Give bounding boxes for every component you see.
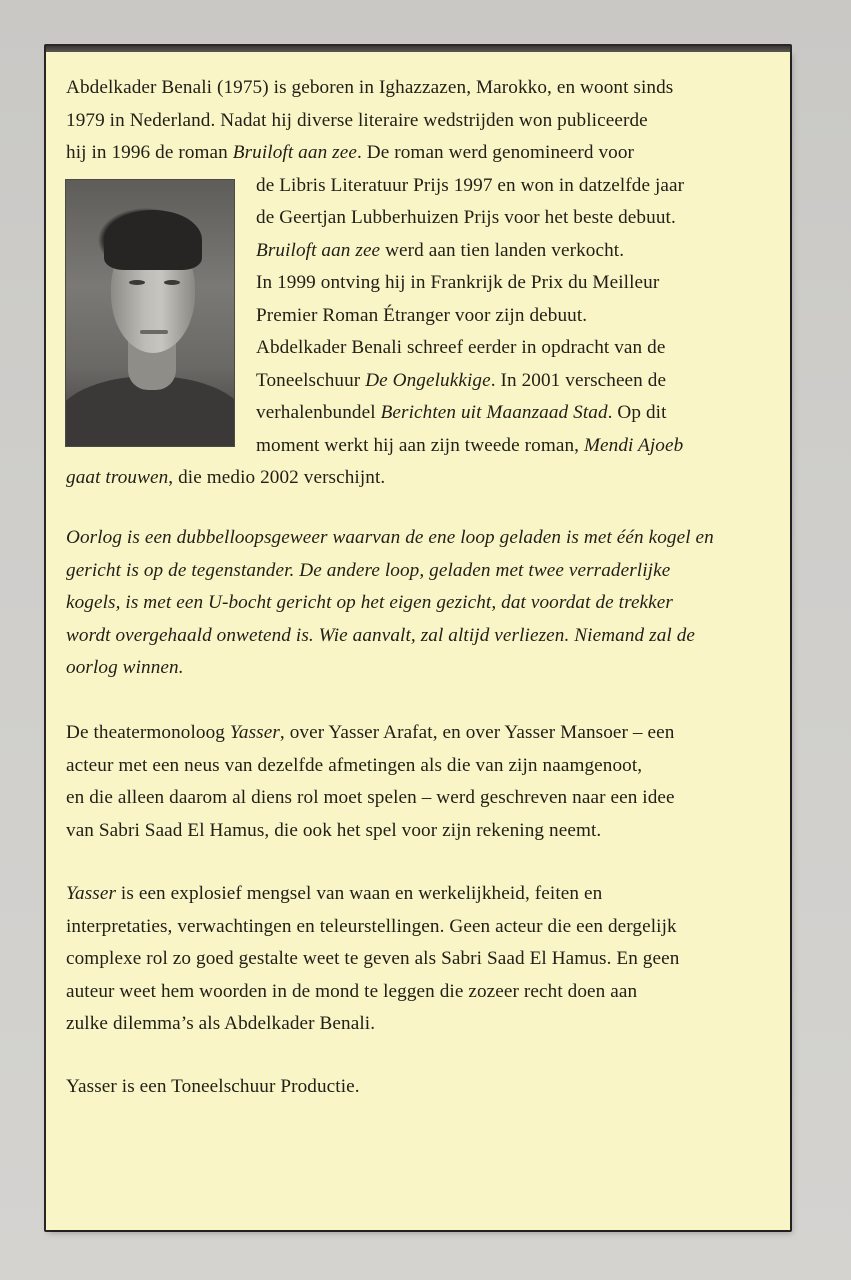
bio-line-7: In 1999 ontving hij in Frankrijk de Prix du Meilleur [256, 272, 660, 293]
bio-text: . De roman werd genomineerd voor [356, 142, 635, 163]
book-title-mendi-cont: gaat trouwen [66, 467, 169, 488]
bio-line-2: 1979 in Nederland. Nadat hij diverse literaire wedstrijden won publiceerde [66, 109, 648, 131]
bio-line-4: de Libris Literatuur Prijs 1997 en won in datzelfde jaar [256, 174, 685, 196]
bio-line-12 [66, 430, 766, 463]
quote-line-2: gericht is op de tegenstander. De andere loop, geladen met twee verraderlijke [66, 559, 671, 581]
bio-line-9: Abdelkader Benali schreef eerder in opdracht van de [256, 337, 666, 358]
bio-text: . In 2001 verscheen de [490, 369, 667, 391]
bio-line-6 [66, 235, 766, 268]
quote-line-1: Oorlog is een dubbelloopsgeweer waarvan de ene loop geladen is met één kogel en [66, 527, 714, 548]
bio-line-8: Premier Roman Étranger voor zijn debuut. [256, 304, 588, 326]
play-title-ongelukkige: De Ongelukkige [365, 369, 491, 391]
monologue-line-1 [66, 717, 766, 750]
bio-text: , die medio 2002 verschijnt. [168, 467, 386, 488]
book-title-bruiloft: Bruiloft aan zee [232, 142, 357, 163]
praise-line-2: interpretaties, verwachtingen en teleurstellingen. Geen acteur die een dergelijk [66, 915, 677, 937]
praise-text: is een explosief mengsel van waan en werkelijkheid, feiten en [116, 883, 603, 904]
bio-text: hij in 1996 de roman [66, 142, 233, 163]
production-credit [66, 1071, 766, 1104]
bio-line-13 [66, 462, 766, 495]
quote-line-4: wordt overgehaald onwetend is. Wie aanvalt, zal altijd verliezen. Niemand zal de [66, 624, 696, 646]
praise-line-5: zulke dilemma’s als Abdelkader Benali. [66, 1013, 376, 1034]
bio-line-11 [66, 397, 766, 430]
play-title-yasser: Yasser [229, 722, 280, 743]
bio-line-10 [66, 365, 766, 398]
book-title-berichten: Berichten uit Maanzaad Stad [380, 402, 608, 423]
bio-line-5: de Geertjan Lubberhuizen Prijs voor het beste debuut. [256, 207, 676, 228]
bio-line-1: Abdelkader Benali (1975) is geboren in Ighazzazen, Marokko, en woont sinds [66, 77, 674, 98]
bio-line-3 [66, 137, 766, 170]
production-line: Yasser is een Toneelschuur Productie. [66, 1076, 360, 1097]
book-title-bruiloft: Bruiloft aan zee [256, 239, 381, 261]
monologue-text: De theatermonoloog [66, 722, 230, 743]
play-title-yasser: Yasser [66, 883, 117, 904]
book-title-mendi: Mendi Ajoeb [583, 434, 684, 456]
bio-text: moment werkt hij aan zijn tweede roman, [256, 434, 584, 456]
bio-text: Toneelschuur [256, 369, 366, 391]
quote-line-3: kogels, is met een U-bocht gericht op het eigen gezicht, dat voordat de trekker [66, 592, 673, 613]
bio-text: verhalenbundel [256, 402, 381, 423]
bio-text: werd aan tien landen verkocht. [380, 239, 625, 261]
monologue-paragraph [66, 717, 766, 847]
praise-paragraph [66, 878, 766, 1041]
author-bio [66, 72, 766, 495]
quote-line-5: oorlog winnen. [66, 657, 184, 678]
praise-line-3: complexe rol zo goed gestalte weet te geven als Sabri Saad El Hamus. En geen [66, 948, 680, 969]
quote-block [66, 522, 766, 685]
bio-text: . Op dit [607, 402, 667, 423]
monologue-text: , over Yasser Arafat, en over Yasser Mansoer – een [279, 722, 675, 743]
monologue-line-4: van Sabri Saad El Hamus, die ook het spel voor zijn rekening neemt. [66, 819, 602, 841]
monologue-line-2: acteur met een neus van dezelfde afmetingen als die van zijn naamgenoot, [66, 754, 643, 776]
monologue-line-3: en die alleen daarom al diens rol moet spelen – werd geschreven naar een idee [66, 787, 675, 808]
book-back-cover [46, 52, 790, 1230]
praise-line-4: auteur weet hem woorden in de mond te leggen die zozeer recht doen aan [66, 980, 638, 1002]
praise-line-1 [66, 878, 766, 911]
